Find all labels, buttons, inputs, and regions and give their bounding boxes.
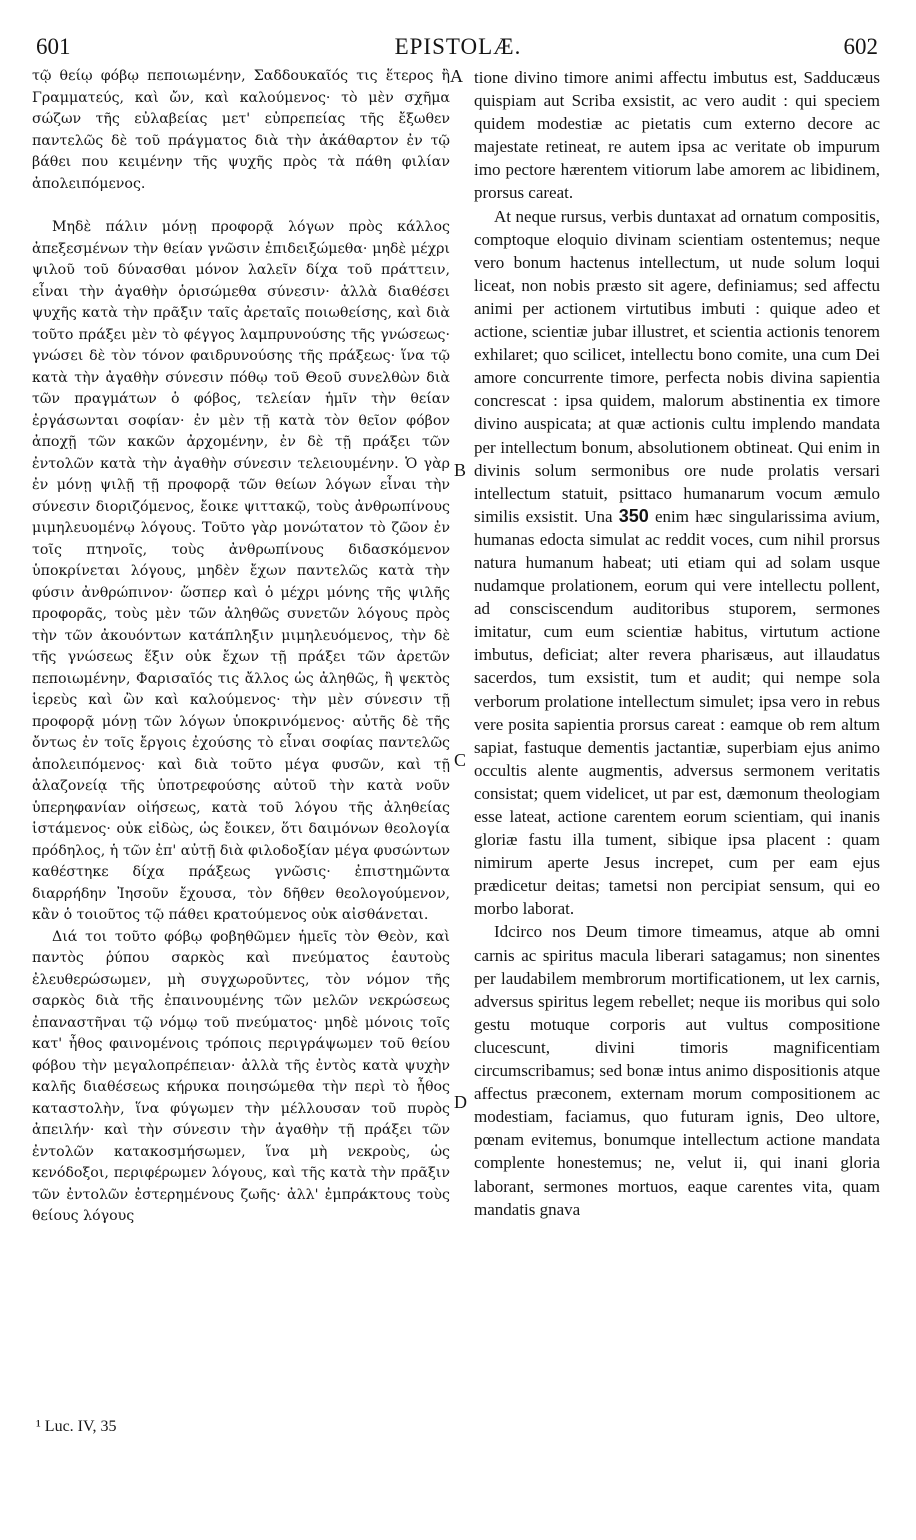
section-marker-b: B [454,460,467,480]
latin-paragraph-3: Idcirco nos Deum timore timeamus, atque ab omni carnis ac spiritus macula liberari satagamus; non sinentes per laudabilem membrorum mortificationem, ut lex carnis, adversus spiritus legem rebellet; neque iis moribus qui solo gestu motuque corporis aut vultus compositione clucescunt, divini timoris magnificentiam circumscribamus; sed bonæ intus animo dispositionis atque affectus præconem, externam morum compositionem ac modestiam, faciamus, quo futuram ignis, Deo ultore, pœnam evitemus, bonumque intellectum actione mandata complente honestemus; ne, velut ii, qui inani gloria laborant, sermones mortuos, eaque carentes vita, quam mandatis gnava [474,922,880,1219]
section-marker-d: D [454,1092,467,1112]
latin-paragraph-1: tione divino timore animi affectu imbutus est, Sadducæus quispiam aut Scriba exsistit, ac vero audit : qui speciem quidem modestiæ ac pietatis cum externo decore ac majestate retineat, re autem ipsa ac veritate ob impurum imo pectore hærentem vitiorum labe amorem ac libidinem, prorsus careat. [474,68,880,203]
greek-paragraph-3: Διά τοι τοῦτο φόβῳ φοβηθῶμεν ἡμεῖς τὸν Θεὸν, καὶ παντὸς ῥύπου σαρκὸς καὶ πνεύματος ἑαυτοὺς ἐλευθερώσωμεν, μὴ συγχωροῦντες, τὸν νόμον τῆς σαρκὸς διὰ τῆς ἐπαινουμένης τῶν μελῶν νεκρώσεως ἐπαναστῆναι τῷ νόμῳ τοῦ πνεύματος· μηδὲ μόνοις τοῖς κατ' ἦθος φαινομένοις τρόποις περιγράψωμεν τοῦ θείου φόβου τὴν μεγαλοπρέπειαν· ἀλλὰ τῆς ἐντὸς κατὰ ψυχὴν καλῆς διαθέσεως κήρυκα ποιησώμεθα τὴν περὶ τὸ ἦθος καταστολὴν, ἵνα φύγωμεν τὴν μέλλουσαν τοῦ πυρὸς ἀπειλήν· καὶ τὴν σύνεσιν τὴν ἀγαθὴν τῇ πράξει τῶν ἐντολῶν κατακοσμήσωμεν, ἵνα μὴ νεκροὺς, ὡς κενόδοξοι, περιφέρωμεν λόγους, καὶ τῆς κατὰ τὴν πρᾶξιν τῶν ἐντολῶν ἐστερημένους ζωῆς· ἀλλ' ἐμπράκτους τοὺς θείους λόγους [32,928,450,1224]
section-marker-c: C [454,750,467,770]
old-page-number: 350 [618,505,649,526]
page-header [30,34,886,64]
latin-paragraph-2-start: At neque rursus, verbis duntaxat ad ornatum compositis, comptoque eloquio divinam scientiam ostentemus; neque vero bonum hactenus intellectum, ut nude solum loqui liceat, non nobis præsto sit agere, definiamus; sed affectu animi per actionem virtutibus imbuti : quique adeo et actione, scientiæ jubar illustret, et scientia actionis tenorem exhilaret; quo scilicet, intellectu bono comite, una cum Dei amore concurrente timore, perfecta nobis divina sapientia concrescat : ipsa quidem, malorum abstinentia ex timore divino auspicata; at quæ actionis cultu implendo mandata per intellectum bonum, absolutionem obtineat. Qui enim in divinis solum sermonibus ore nude prolatis versari intellectum statuit, psittaco humanarum vocum æmulo similis exsistit. Una [474,206,880,526]
latin-column [474,66,880,1221]
paragraph-gap [32,195,450,217]
latin-paragraph-2-rest: enim hæc singularissima avium, humanas edocta simulat ac reddit voces, cum nihil prorsus natura humanum habeat; uti etiam qui ad solam usque nudamque prolationem, eorum qui vere intellectu pollent, ad consciscendum auditoribus stuporem, sermones imitatur, cum eum scientiæ habitus, virtutum actione imbutus, deficiat; alter revera pharisæus, aut illaudatus sacerdos, tum exsistit, tum et audit; qui nempe sola verborum prolatione intellectum simulet; ipsa vero in rebus vere posita sapientia prorsus careat : eamque ob rem altum sapiat, fastuque dementis jactantiæ, superbiam ejus animo occultis alente augmentis, adversus sermonem veritatis consistat; quem videlicet, ut par est, dæmonum theologiam esse lateat, actione carentem eorum scientiam, qui inanis gloriæ fastu illa tument, sibique ipsa placent : quam nimirum aperte Jesus increpet, cum per eam ejus prædicetur deitas; tametsi non percipiat sensum, qui eo morbo laborat. [474,506,880,919]
left-page-number: 601 [36,34,71,59]
section-marker-a: A [450,66,463,86]
greek-column [32,66,450,1228]
right-page-number: 602 [843,34,878,59]
footnote: ¹ Luc. IV, 35 [36,1418,117,1435]
greek-paragraph-1: τῷ θείῳ φόβῳ πεποιωμένην, Σαδδουκαῖός τις ἕτερος ἢ Γραμματεύς, καὶ ὤν, καὶ καλούμενος· τὸ μὲν σχῆμα σώζων τῆς εὐλαβείας μετ' εὐπρεπείας τῆς ἔξωθεν παντελῶς δὲ τοῦ πράγματος διὰ τὴν ἀκάθαρτον ἐν τῷ βάθει που κειμένην τῆς ψυχῆς πρὸς τὰ πάθη φιλίαν ἀπολειπόμενος. [32,68,450,192]
latin-paragraph-2 [474,205,880,921]
greek-paragraph-2: Μηδὲ πάλιν μόνῃ προφορᾷ λόγων πρὸς κάλλος ἀπεξεσμένων τὴν θείαν γνῶσιν ἐπιδειξώμεθα· μηδὲ μέχρι ψιλοῦ τοῦ δύνασθαι μόνον λαλεῖν δίχα τοῦ πράττειν, εἶναι τὴν ἀγαθὴν ὁρισώμεθα σύνεσιν· ἀλλὰ διαθέσει ψυχῆς κατὰ τὴν πρᾶξιν ταῖς ἀρεταῖς ποιωθείσης, καὶ διὰ τοῦτο πράξει μὲν τὸ φέγγος λαμπρυνούσης τῆς γνώσεως· γνώσει δὲ τὸν τόνον φαιδρυνούσης τῆς πράξεως· ἵνα τῷ κατὰ τὴν ἀγαθὴν σύνεσιν πόθῳ τοῦ Θεοῦ συνελθὼν διὰ τῶν πραγμάτων ὁ φόβος, τελείαν ἡμῖν τὴν θείαν ἐργάσωνται σοφίαν· ἐν μὲν τῇ κατὰ τὸν θεῖον φόβον ἀποχῇ τῶν κακῶν ἀρχομένην, ἐν δὲ τῇ πράξει τῶν ἐντολῶν κατὰ τὴν ἀγαθὴν σύνεσιν τελειουμένην. Ὁ γὰρ ἐν μόνῃ ψιλῇ τῇ προφορᾷ τῶν θείων λόγων εἶναι τὴν σύνεσιν διοριζόμενος, ἔοικε ψιττακῷ, τοὺς ἀνθρωπίνους μιμηλευομένῳ λόγους. Τοῦτο γὰρ μονώτατον τὸ ζῶον ἐν τοῖς πτηνοῖς, τοὺς ἀνθρωπίνους διδασκόμενον ὑποκρίνεται λόγους, μηδὲν ἔχων παντελῶς κατὰ τὴν φύσιν ἀνθρώπινον· ὥσπερ καὶ ὁ μέχρι μόνης τῆς ψιλῆς προφορᾶς, τοὺς μὲν τῶν ἀληθῶς συνετῶν λόγους πρὸς τὴν τῶν ἀκουόντων κατάπληξιν μιμηλευόμενος, τὴν δὲ τῆς γνώσεως ἕξιν οὐκ ἔχων τῇ πράξει τῶν ἀρετῶν πεποιωμένην, Φαρισαῖός τις ἄλλος ὡς ἀληθῶς, ἢ ψεκτὸς ἱερεὺς καὶ ὢν καὶ καλούμενος· τὴν μὲν σύνεσιν τῇ προφορᾷ μόνῃ τῶν λόγων ὑποκρινόμενος· αὐτῆς δὲ τῆς ὄντως ἐν τοῖς ἔργοις ἐχούσης τὸ εἶναι σοφίας παντελῶς ἀπολειπόμενος· καὶ διὰ τοῦτο μέγα φυσῶν, καὶ τῇ ἀλαζονείᾳ τῆς ὑποτρεφούσης αὐτοῦ τὴν κατὰ νοῦν ὑπερηφανίαν οἰήσεως, κατὰ τοῦ λόγου τῆς ἀληθείας ἱστάμενος· οὐκ εἰδὼς, ὡς ἔοικεν, ὅτι δαιμόνων θεολογία πρόδηλος, ἡ τῶν ἐπ' αὐτῇ διὰ φιλοδοξίαν μέγα φυσώντων καθέστηκε δίχα πράξεως γνῶσις· ἐπιστημῶντα διαρρήδην Ἰησοῦν ἔχουσα, τὸν δῆθεν θεολογούμενον, κἂν ὁ τοιοῦτος τῷ πάθει κρατούμενος οὐκ αἰσθάνεται. [32,219,450,923]
running-title: EPISTOLÆ. [394,34,522,59]
